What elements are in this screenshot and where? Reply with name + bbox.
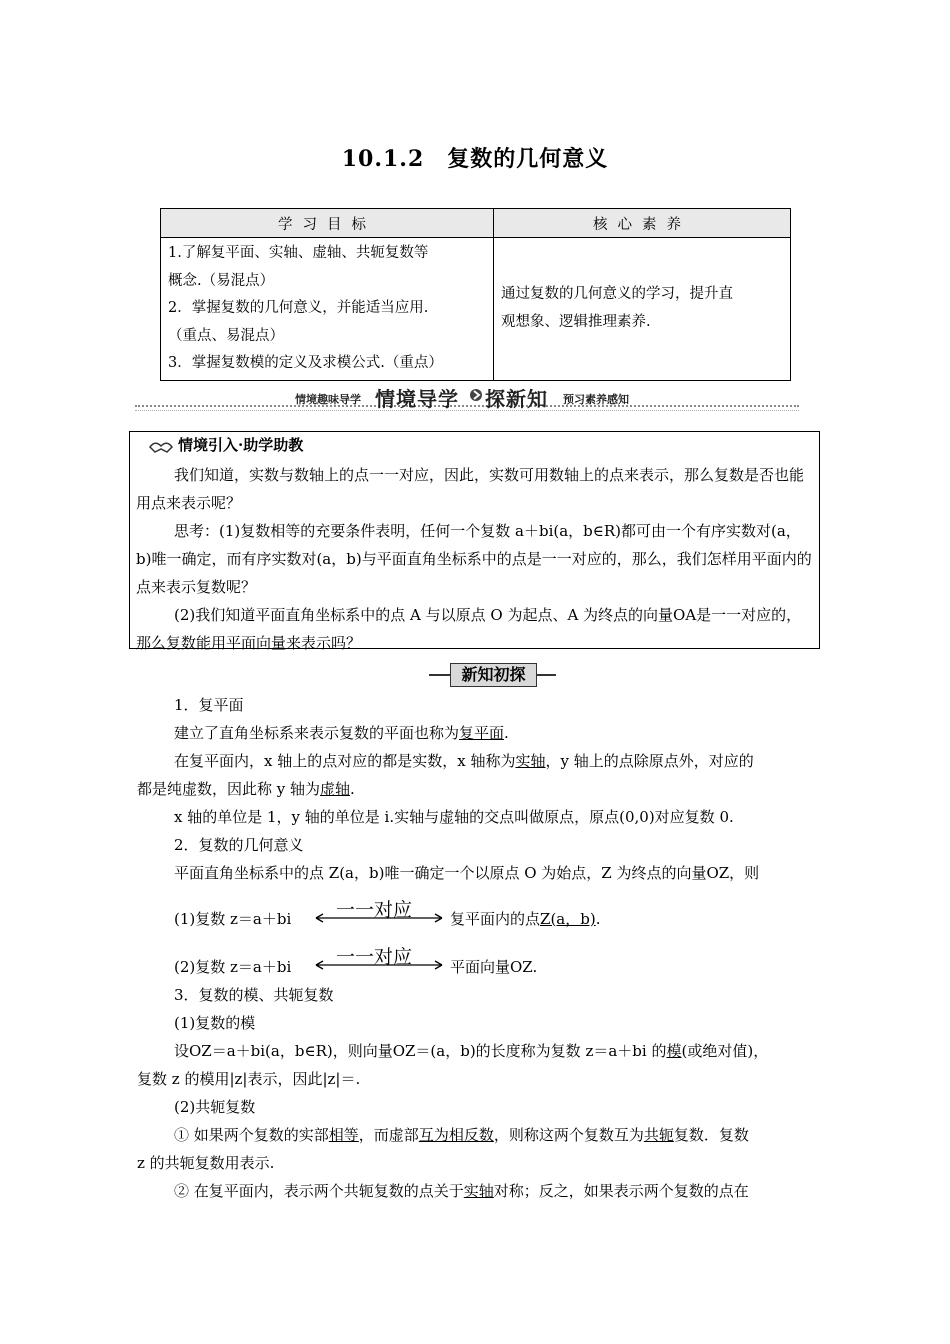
intro-paragraph-1: 我们知道，实数与数轴上的点一一对应，因此，实数可用数轴上的点来表示，那么复数是否也能用点来表示呢？ [136, 466, 805, 512]
heading-modulus-conjugate: 3．复数的模、共轭复数 [174, 986, 334, 1004]
handshake-icon [148, 438, 174, 454]
heading-complex-plane: 1．复平面 [174, 696, 244, 714]
subheading-conjugate: (2)共轭复数 [174, 1098, 256, 1116]
term-real-axis-2: 实轴 [463, 1182, 494, 1200]
goal-line: 3．掌握复数模的定义及求模公式.（重点） [168, 355, 443, 371]
term-imaginary-axis: 虚轴 [320, 780, 351, 798]
one-to-one-arrow: 一一对应 [314, 901, 444, 927]
subheading-modulus: (1)复数的模 [174, 1014, 256, 1032]
text-line: x 轴的单位是 1，y 轴的单位是 i.实轴与虚轴的交点叫做原点，原点(0,0)对应复数 0. [174, 808, 734, 826]
intro-box [129, 431, 820, 652]
one-to-one-arrow: 一一对应 [314, 948, 444, 974]
text-line: 都是纯虚数，因此称 y 轴为虚轴. [137, 780, 355, 798]
header-learning-goals: 学习目标 [161, 209, 494, 238]
term-conjugate: 共轭 [643, 1126, 674, 1144]
intro-subtitle: 情境引入·助学助教 [178, 436, 304, 454]
banner-left-text: 情境趣味导学 [295, 393, 361, 406]
banner-title-1: 情境导学 [375, 387, 459, 411]
heading-geometric-meaning: 2．复数的几何意义 [174, 836, 304, 854]
text-line: 复数 z 的模用|z|表示，因此|z|＝. [137, 1070, 361, 1088]
goal-line: （重点、易混点） [168, 327, 284, 344]
mapping-line-1-right: 复平面内的点Z(a，b). [450, 910, 601, 928]
intro-paragraph-3: (2)我们知道平面直角坐标系中的点 A 与以原点 O 为起点、A 为终点的向量OA是一一对应的，那么复数能用平面向量来表示吗？ [136, 606, 802, 652]
page-title: 10.1.2 复数的几何意义 [341, 146, 609, 172]
section-tag [429, 663, 556, 687]
banner-divider-2 [135, 410, 799, 411]
text-line: ② 在复平面内，表示两个共轭复数的点关于实轴对称；反之，如果表示两个复数的点在 [174, 1182, 749, 1200]
term-modulus: 模 [666, 1042, 682, 1060]
text-line: 平面直角坐标系中的点 Z(a，b)唯一确定一个以原点 O 为始点，Z 为终点的向量OZ，则 [174, 864, 760, 882]
banner-right-text: 预习素养感知 [563, 393, 629, 406]
goal-line: 概念.（易混点） [168, 272, 275, 289]
goal-line: 1.了解复平面、实轴、虚轴、共轭复数等 [168, 245, 429, 261]
goals-table [160, 208, 791, 381]
text-line: z 的共轭复数用表示. [137, 1154, 275, 1172]
mapping-line-1: (1)复数 z＝a＋bi [174, 910, 292, 928]
header-core-literacy: 核心素养 [494, 209, 791, 238]
banner-divider [135, 405, 799, 407]
learning-goals-cell [161, 238, 494, 381]
goal-line: 2．掌握复数的几何意义，并能适当应用. [168, 300, 429, 316]
mapping-line-2-right: 平面向量OZ. [450, 958, 538, 976]
intro-paragraph-2: 思考：(1)复数相等的充要条件表明，任何一个复数 a＋bi(a，b∈R)都可由一个有序实数对(a，b)唯一确定，而有序实数对(a，b)与平面直角坐标系中的点是一一对应的，那么，我们怎样用平面内的点来表示复数呢？ [136, 522, 812, 596]
text-line: 建立了直角坐标系来表示复数的平面也称为复平面. [174, 724, 509, 742]
literacy-line: 观想象、逻辑推理素养. [501, 313, 651, 330]
term-real-axis: 实轴 [515, 752, 546, 770]
text-line: 在复平面内，x 轴上的点对应的都是实数，x 轴称为实轴，y 轴上的点除原点外，对应的 [174, 752, 754, 770]
text-line: 设OZ＝a＋bi(a，b∈R)，则向量OZ＝(a，b)的长度称为复数 z＝a＋bi 的模(或绝对值)， [174, 1042, 769, 1060]
term-opposite: 互为相反数 [418, 1126, 494, 1144]
text-line: ① 如果两个复数的实部相等，而虚部互为相反数，则称这两个复数互为共轭复数．复数 [174, 1126, 749, 1144]
banner-title-2: 探新知 [485, 387, 548, 411]
core-literacy-cell [494, 238, 791, 381]
point-z: Z(a，b) [540, 910, 596, 928]
term-equal: 相等 [328, 1126, 359, 1144]
banner-arrow-icon [469, 388, 483, 402]
mapping-line-2: (2)复数 z＝a＋bi [174, 958, 292, 976]
literacy-line: 通过复数的几何意义的学习，提升直 [501, 286, 733, 303]
section-tag-label: 新知初探 [450, 663, 537, 687]
section-banner [135, 383, 799, 413]
term-complex-plane: 复平面 [459, 724, 505, 742]
